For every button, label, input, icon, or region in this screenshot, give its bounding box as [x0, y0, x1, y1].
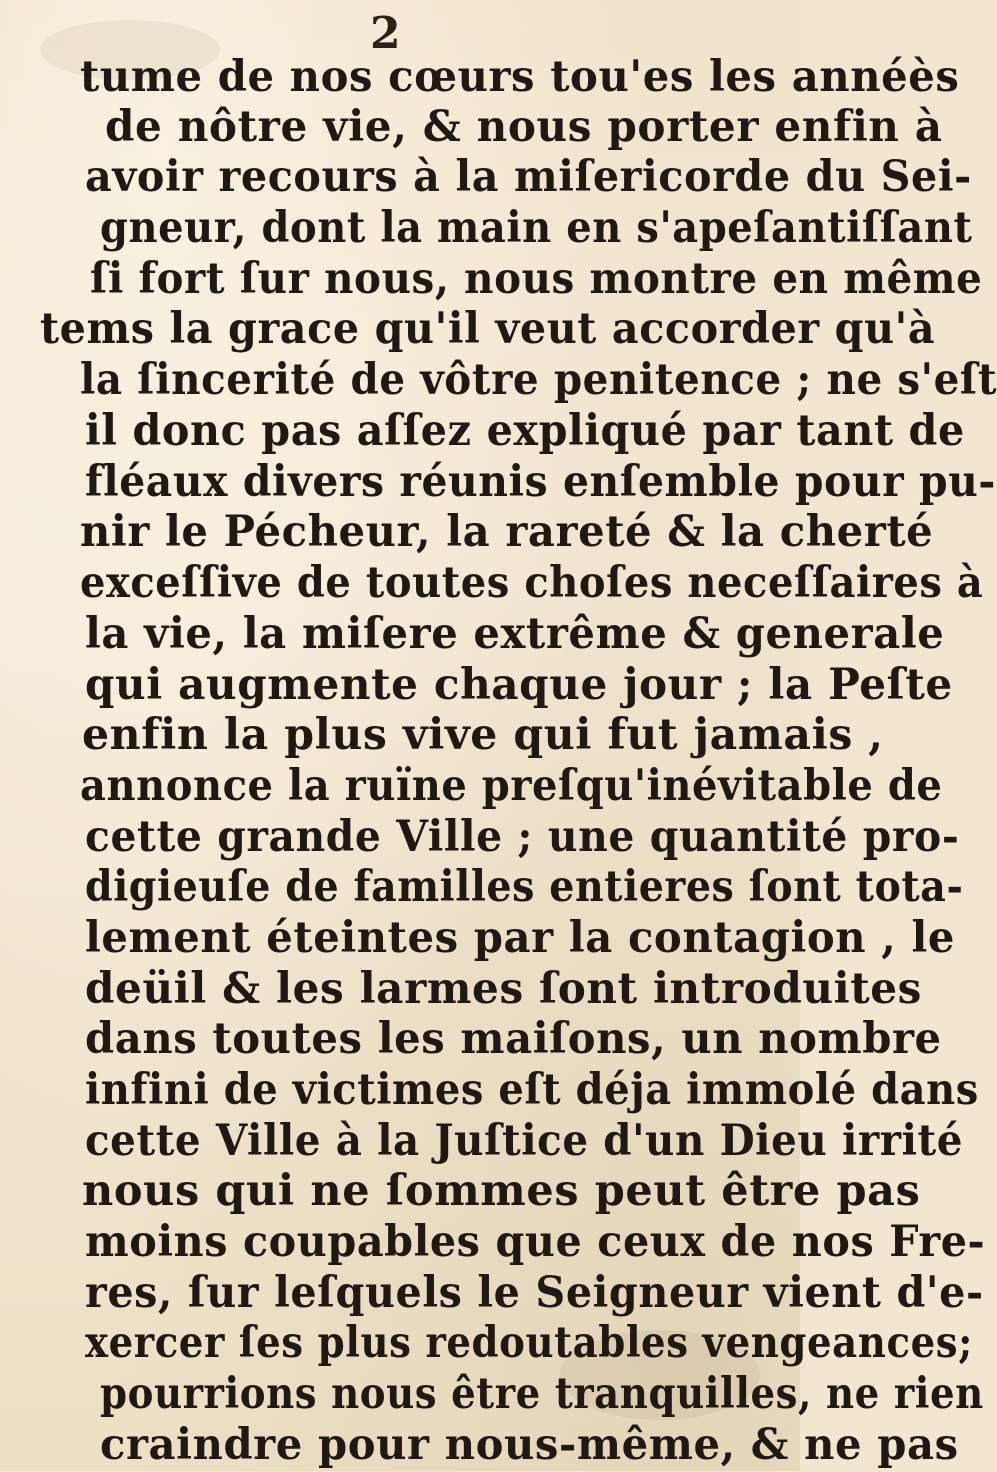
text-line: enfin la plus vive qui fut jamais , [82, 710, 884, 760]
page-number: 2 [370, 8, 402, 59]
text-line: cette Ville à la Juſtice d'un Dieu irrité [85, 1116, 964, 1166]
text-line: nir le Pécheur, la rareté & la cherté [80, 507, 934, 557]
text-line: annonce la ruïne preſqu'inévitable de [80, 761, 943, 811]
text-line: pourrions nous être tranquilles, ne rien [100, 1369, 984, 1419]
text-line: cette grande Ville ; une quantité pro- [85, 812, 960, 862]
text-line: craindre pour nous-même, & ne pas [100, 1420, 959, 1470]
text-line: dans toutes les maiſons, un nombre [85, 1014, 942, 1064]
text-line: il donc pas aſſez expliqué par tant de [85, 406, 965, 456]
text-line: digieuſe de familles entieres ſont tota- [85, 862, 964, 912]
text-line: fléaux divers réunis enſemble pour pu- [85, 457, 996, 507]
text-line: de nôtre vie, & nous porter enfin à [105, 102, 943, 152]
text-line: deüil & les larmes ſont introduites [85, 964, 922, 1014]
text-line: infini de victimes eſt déja immolé dans [85, 1065, 979, 1115]
text-line: tems la grace qu'il veut accorder qu'à [40, 304, 936, 354]
text-line: res, ſur leſquels le Seigneur vient d'e- [85, 1268, 984, 1318]
text-line: qui augmente chaque jour ; la Peſte [85, 660, 953, 710]
text-line: ſi fort ſur nous, nous montre en même [90, 254, 983, 304]
text-line: lement éteintes par la contagion , le [85, 913, 956, 963]
text-line: nous qui ne ſommes peut être pas [82, 1166, 921, 1216]
text-line: exceſſive de toutes choſes neceſſaires à [80, 558, 984, 608]
text-line: la ſincerité de vôtre penitence ; ne s'eſt [80, 355, 997, 405]
text-line: avoir recours à la miſericorde du Sei- [85, 152, 972, 202]
text-line: la vie, la miſere extrême & generale [85, 609, 945, 659]
text-line: moins coupables que ceux de nos Fre- [85, 1217, 986, 1267]
text-line: tume de nos cœurs tou'es les annéès [80, 52, 960, 102]
text-line: xercer ſes plus redoutables vengeances; [85, 1318, 973, 1368]
text-line: gneur, dont la main en s'apeſantiſſant [100, 203, 973, 253]
